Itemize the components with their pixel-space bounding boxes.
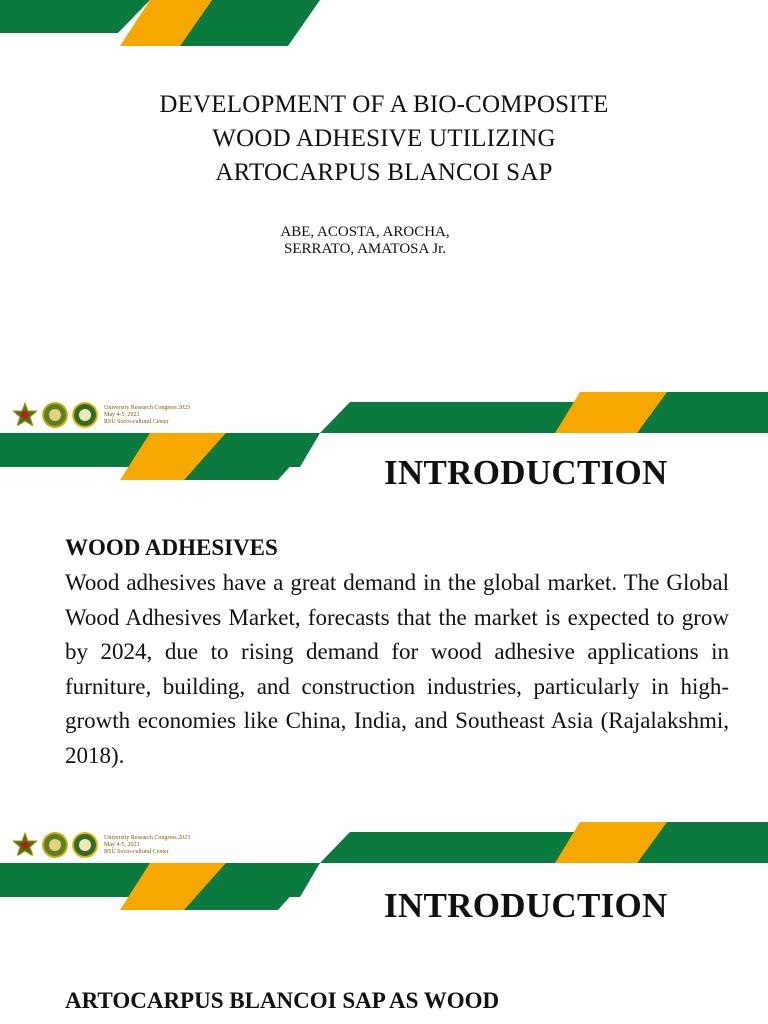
green-stripe-left [0,0,150,33]
conference-date: May 4-5, 2023 [104,411,140,418]
author-line: SERRATO, AMATOSA Jr. [284,241,446,257]
university-seal-logo-icon [42,402,68,428]
green-stripe-upper-left [320,832,580,863]
body-paragraph: Wood adhesives have a great demand in the global market. The Global Wood Adhesives Market, forecasts that the market is expected to grow by 2024, due to rising demand for wood adhesive applications in furniture, building, and construction industries, particularly in high-growth economies like China, India, and Southeast Asia (Rajalakshmi, 2018). [65,570,729,768]
presentation-title [0,88,768,190]
conference-branding [12,400,190,430]
top-stripe-band [0,0,768,60]
university-seal-logo-icon [42,832,68,858]
campus-seal-logo-icon [72,402,98,428]
introduction-slide [0,383,768,813]
title-line: ARTOCARPUS BLANCOI SAP [215,159,553,186]
campus-seal-logo-icon [72,832,98,858]
conference-info [104,835,190,856]
section-title: INTRODUCTION [384,453,668,492]
conference-info [104,405,190,426]
star-seal-logo-icon [12,402,38,428]
conference-name: University Research Congress 2023 [104,404,191,411]
star-seal-logo-icon [12,832,38,858]
conference-branding [12,830,190,860]
subheading: WOOD ADHESIVES [65,535,278,560]
title-slide [0,0,768,400]
title-line: WOOD ADHESIVE UTILIZING [212,125,556,152]
section-title: INTRODUCTION [384,886,668,925]
subheading: ARTOCARPUS BLANCOI SAP AS WOOD [65,988,500,1013]
conference-date: May 4-5, 2023 [104,841,140,848]
green-stripe-upper-left [320,402,580,433]
author-list [0,224,730,258]
title-line: DEVELOPMENT OF A BIO-COMPOSITE [159,91,609,118]
conference-name: University Research Congress 2023 [104,834,191,841]
conference-venue: RSU Socio-cultural Center [104,848,169,855]
author-line: ABE, ACOSTA, AROCHA, [280,224,450,240]
conference-venue: RSU Socio-cultural Center [104,418,169,425]
introduction-slide-2 [0,813,768,1024]
